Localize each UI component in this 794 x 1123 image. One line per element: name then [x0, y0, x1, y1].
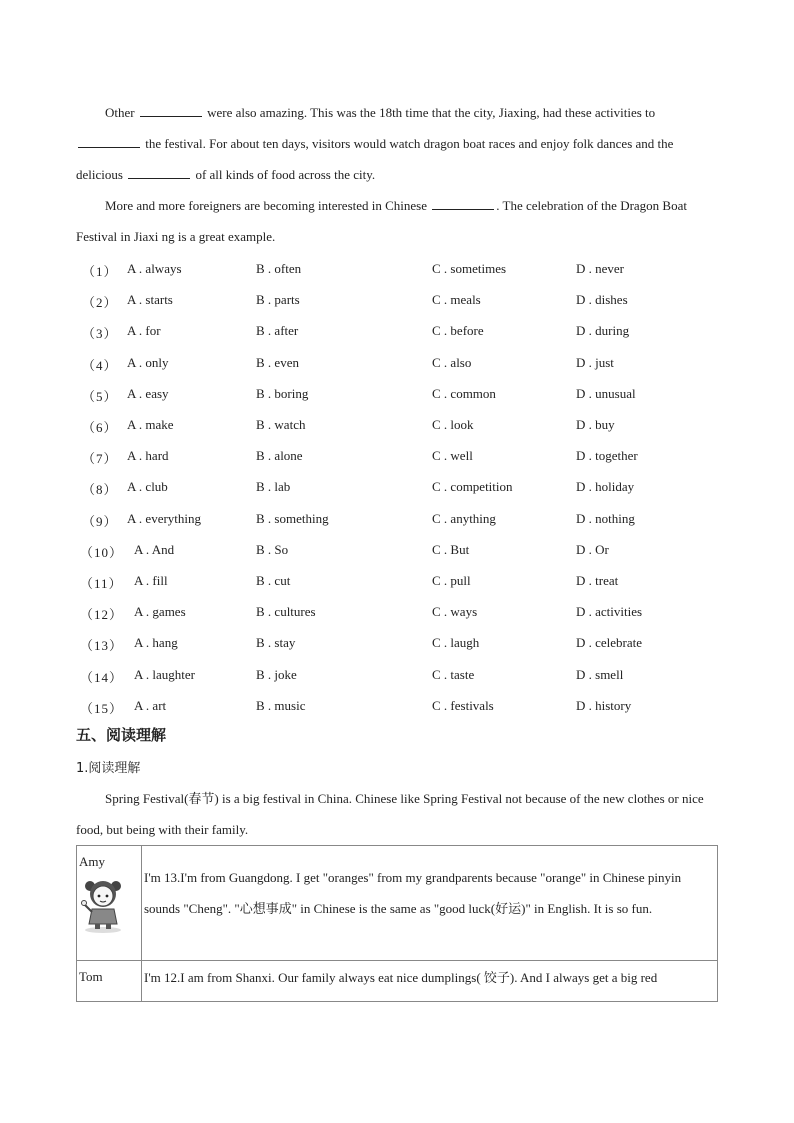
option-a[interactable]: A . make [127, 417, 174, 432]
option-d[interactable]: D . dishes [576, 292, 628, 307]
option-a[interactable]: A . games [134, 604, 186, 619]
passage-text: More and more foreigners are becoming interested in Chinese [105, 198, 427, 213]
question-number: （8） [82, 482, 118, 497]
passage-text: the festival. For about ten days, visitors would watch dragon boat races and enjoy folk dances [145, 136, 633, 151]
option-b[interactable]: B . watch [256, 417, 306, 432]
passage-text: and the delicious [76, 136, 674, 182]
question-row [76, 479, 716, 499]
table-cell-name [77, 846, 142, 961]
option-b[interactable]: B . alone [256, 448, 303, 463]
question-row [76, 635, 716, 655]
option-b[interactable]: B . So [256, 542, 289, 557]
answer-blank-2[interactable] [78, 134, 140, 148]
passage-text: of all kinds of food across the city. [195, 167, 376, 182]
option-b[interactable]: B . cut [256, 573, 291, 588]
option-d[interactable]: D . history [576, 698, 632, 713]
option-a[interactable]: A . And [134, 542, 175, 557]
question-row [76, 292, 716, 312]
option-c[interactable]: C . competition [432, 479, 513, 494]
option-d[interactable]: D . never [576, 261, 625, 276]
option-c[interactable]: C . also [432, 355, 472, 370]
option-a[interactable]: A . fill [134, 573, 168, 588]
option-a[interactable]: A . everything [127, 511, 202, 526]
question-row [76, 355, 716, 375]
question-number: （12） [80, 607, 124, 622]
option-a[interactable]: A . art [134, 698, 167, 713]
question-row [76, 448, 716, 468]
option-c[interactable]: C . look [432, 417, 474, 432]
question-row [76, 386, 716, 406]
option-c[interactable]: C . well [432, 448, 473, 463]
section-subtitle: 1.阅读理解 [76, 761, 141, 776]
option-a[interactable]: A . starts [127, 292, 173, 307]
option-c[interactable]: C . pull [432, 573, 471, 588]
question-number: （5） [82, 389, 118, 404]
question-number: （3） [82, 326, 118, 341]
question-number: （14） [80, 670, 124, 685]
person-name: Amy [79, 854, 105, 869]
option-c[interactable]: C . But [432, 542, 470, 557]
table-row [77, 846, 718, 961]
option-a[interactable]: A . club [127, 479, 168, 494]
answer-blank-4[interactable] [432, 196, 494, 210]
table-cell-text: I'm 12.I am from Shanxi. Our family always eat nice dumplings( 饺子). And I always get a big red [142, 961, 718, 1002]
question-number: （9） [82, 514, 118, 529]
option-d[interactable]: D . smell [576, 667, 624, 682]
option-d[interactable]: D . unusual [576, 386, 636, 401]
option-a[interactable]: A . only [127, 355, 169, 370]
option-d[interactable]: D . holiday [576, 479, 635, 494]
table-cell-name: Tom [77, 961, 142, 1002]
option-c[interactable]: C . taste [432, 667, 475, 682]
table-cell-text: I'm 13.I'm from Guangdong. I get "oranges" from my grandparents because "orange" in Chinese pinyin sounds "Cheng". "心想事成" in Chinese is the same as "good luck(好运)" in English. It is so fun. [142, 846, 718, 961]
option-d[interactable]: D . during [576, 323, 630, 338]
question-number: （13） [80, 638, 124, 653]
question-number: （7） [82, 451, 118, 466]
option-c[interactable]: C . meals [432, 292, 481, 307]
option-c[interactable]: C . laugh [432, 635, 480, 650]
reading-intro: Spring Festival(春节) is a big festival in China. Chinese like Spring Festival not because of the new clothes or nice food, but being with their family. [76, 791, 704, 837]
option-b[interactable]: B . cultures [256, 604, 316, 619]
option-a[interactable]: A . always [127, 261, 182, 276]
question-row [76, 667, 716, 687]
option-d[interactable]: D . buy [576, 417, 615, 432]
answer-blank-1[interactable] [140, 103, 202, 117]
option-b[interactable]: B . parts [256, 292, 300, 307]
question-number: （1） [82, 264, 118, 279]
info-table [76, 845, 718, 1002]
option-a[interactable]: A . for [127, 323, 161, 338]
passage-paragraph-1 [76, 97, 716, 190]
question-row [76, 323, 716, 343]
option-d[interactable]: D . just [576, 355, 614, 370]
option-b[interactable]: B . music [256, 698, 306, 713]
option-b[interactable]: B . after [256, 323, 299, 338]
table-row [77, 961, 718, 1002]
question-number: （4） [82, 358, 118, 373]
question-number: （2） [82, 295, 118, 310]
question-number: （15） [80, 701, 124, 716]
answer-blank-3[interactable] [128, 165, 190, 179]
option-b[interactable]: B . stay [256, 635, 296, 650]
passage-paragraph-2 [76, 190, 716, 252]
option-c[interactable]: C . before [432, 323, 484, 338]
section-title: 五、阅读理解 [76, 726, 167, 744]
option-c[interactable]: C . common [432, 386, 496, 401]
option-d[interactable]: D . Or [576, 542, 609, 557]
option-c[interactable]: C . festivals [432, 698, 494, 713]
option-b[interactable]: B . often [256, 261, 302, 276]
option-b[interactable]: B . joke [256, 667, 297, 682]
option-b[interactable]: B . boring [256, 386, 309, 401]
option-b[interactable]: B . something [256, 511, 329, 526]
option-a[interactable]: A . hard [127, 448, 169, 463]
option-b[interactable]: B . even [256, 355, 299, 370]
question-row [76, 511, 716, 531]
option-d[interactable]: D . nothing [576, 511, 635, 526]
question-row [76, 261, 716, 281]
option-a[interactable]: A . laughter [134, 667, 196, 682]
passage-text: were also amazing. This was the 18th time that the city, Jiaxing, had these activities [207, 105, 642, 120]
option-d[interactable]: D . celebrate [576, 635, 643, 650]
question-number: （11） [80, 576, 123, 591]
question-number: （10） [80, 545, 124, 560]
option-d[interactable]: D . together [576, 448, 638, 463]
question-row [76, 698, 716, 718]
girl-cartoon-icon [79, 876, 127, 934]
passage-text: to [645, 105, 656, 120]
option-c[interactable]: C . anything [432, 511, 496, 526]
option-a[interactable]: A . hang [134, 635, 178, 650]
option-b[interactable]: B . lab [256, 479, 291, 494]
passage-text: . The celebration of the [496, 198, 617, 213]
option-d[interactable]: D . activities [576, 604, 643, 619]
question-number: （6） [82, 420, 118, 435]
passage-text: Other [105, 105, 135, 120]
option-d[interactable]: D . treat [576, 573, 619, 588]
question-row [76, 573, 716, 593]
question-row [76, 604, 716, 624]
question-row [76, 417, 716, 437]
option-c[interactable]: C . ways [432, 604, 478, 619]
question-row [76, 542, 716, 562]
option-c[interactable]: C . sometimes [432, 261, 507, 276]
option-a[interactable]: A . easy [127, 386, 169, 401]
passage-text: Dragon Boat Festival in Jiaxi ng is a great example. [76, 198, 687, 244]
